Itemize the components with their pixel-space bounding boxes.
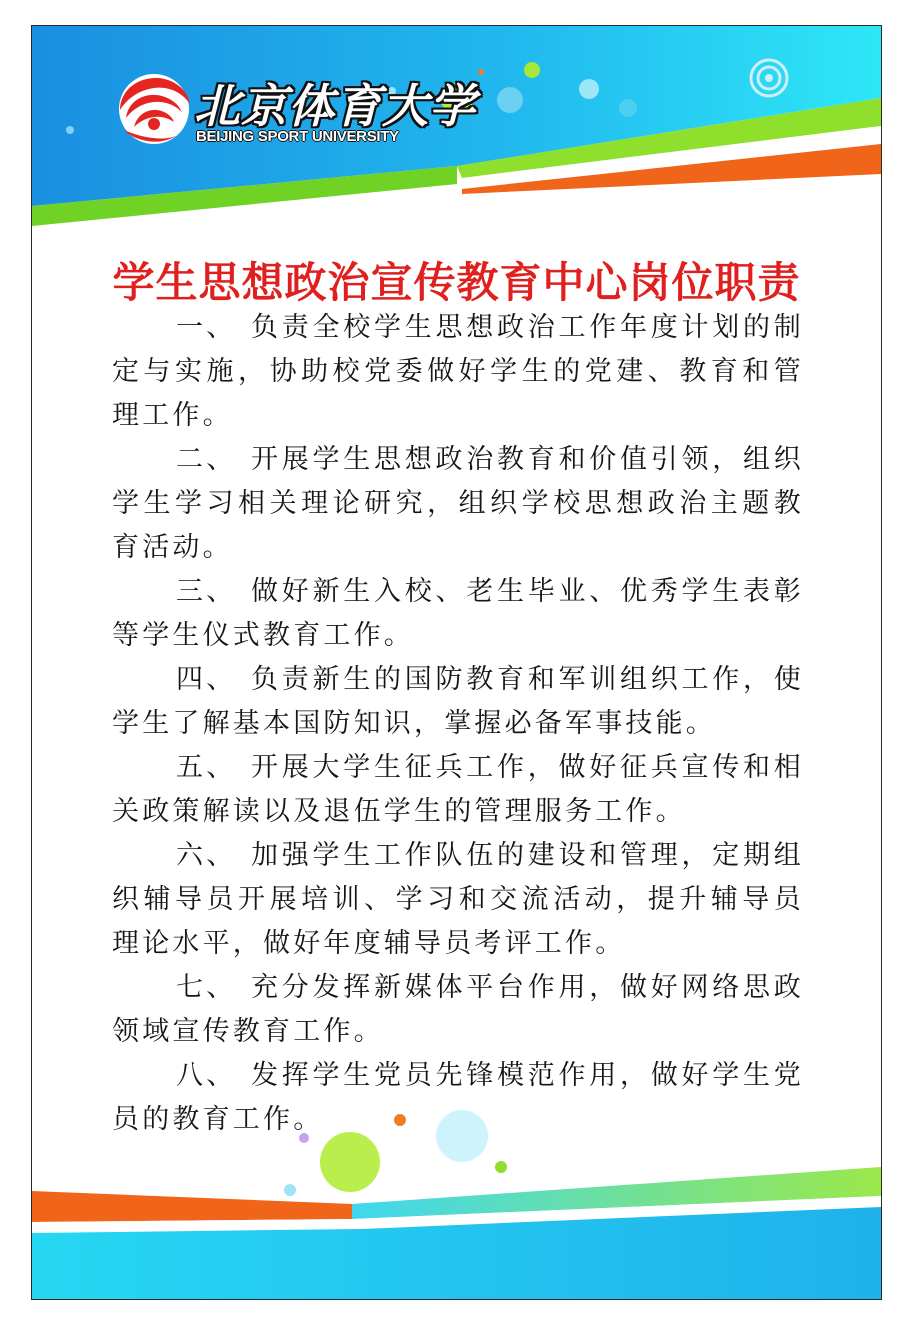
item-text: 做好新生入校、老生毕业、优秀学生表彰等学生仪式教育工作。 (112, 576, 804, 651)
list-item (112, 438, 804, 570)
item-text: 发挥学生党员先锋模范作用，做好学生党员的教育工作。 (112, 1060, 804, 1135)
item-text: 加强学生工作队伍的建设和管理，定期组织辅导员开展培训、学习和交流活动，提升辅导员理论水平，做好年度辅导员考评工作。 (112, 840, 804, 959)
list-item (112, 966, 804, 1054)
list-item (112, 658, 804, 746)
list-item (112, 746, 804, 834)
list-item (112, 834, 804, 966)
list-item (112, 570, 804, 658)
university-name-cn: 北京体育大学 (194, 79, 476, 133)
item-number: 三、 (176, 576, 237, 607)
item-text: 开展学生思想政治教育和价值引领，组织学生学习相关理论研究，组织学校思想政治主题教育活动。 (112, 444, 804, 563)
list-item (112, 1054, 804, 1142)
poster-board (31, 25, 882, 1300)
item-number: 二、 (176, 444, 237, 475)
list-item (112, 306, 804, 438)
item-number: 一、 (176, 312, 237, 343)
item-number: 七、 (176, 972, 237, 1003)
item-number: 六、 (176, 840, 237, 871)
item-number: 八、 (176, 1060, 237, 1091)
item-number: 五、 (176, 752, 237, 783)
item-text: 充分发挥新媒体平台作用，做好网络思政领域宣传教育工作。 (112, 972, 804, 1047)
university-name-en: BEIJING SPORT UNIVERSITY (196, 128, 399, 145)
item-text: 负责新生的国防教育和军训组织工作，使学生了解基本国防知识，掌握必备军事技能。 (112, 664, 804, 739)
duties-list (112, 306, 804, 1142)
item-text: 开展大学生征兵工作，做好征兵宣传和相关政策解读以及退伍学生的管理服务工作。 (112, 752, 804, 827)
item-number: 四、 (176, 664, 237, 695)
item-text: 负责全校学生思想政治工作年度计划的制定与实施，协助校党委做好学生的党建、教育和管理工作。 (112, 312, 804, 431)
poster-title: 学生思想政治宣传教育中心岗位职责 (112, 258, 801, 308)
